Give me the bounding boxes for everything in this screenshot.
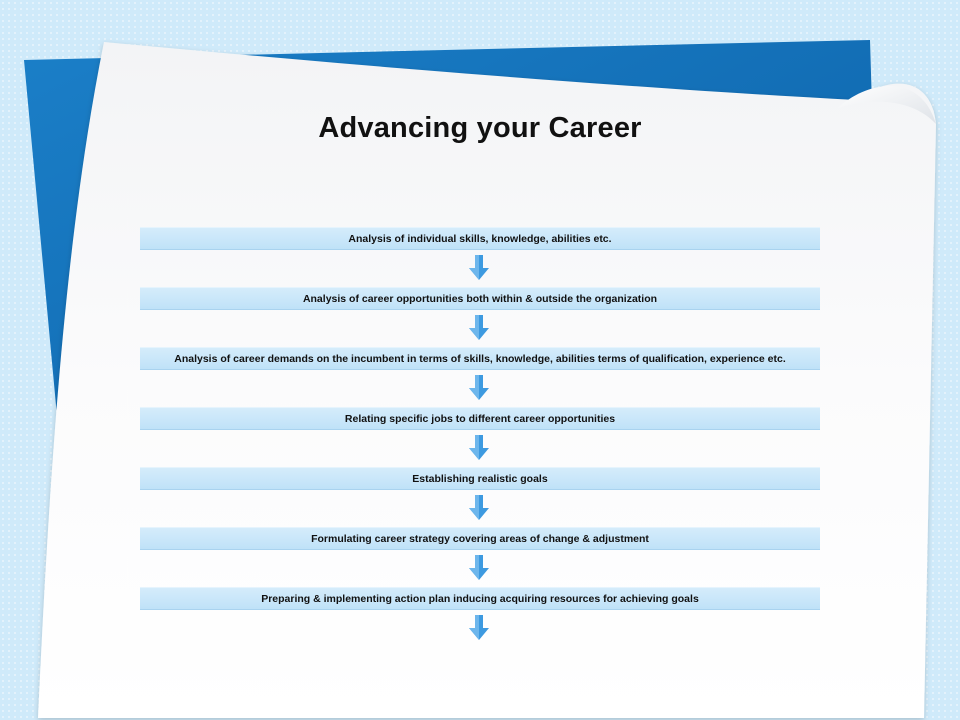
step-3: Analysis of career demands on the incumbent in terms of skills, knowledge, abilities terms of qualification, experience etc. (140, 347, 820, 370)
step-6: Formulating career strategy covering areas of change & adjustment (140, 527, 820, 550)
arrow-down-icon (468, 495, 490, 521)
step-1: Analysis of individual skills, knowledge, abilities etc. (140, 227, 820, 250)
step-4: Relating specific jobs to different career opportunities (140, 407, 820, 430)
arrow-down-icon (468, 555, 490, 581)
step-5: Establishing realistic goals (140, 467, 820, 490)
arrow-down-icon (468, 615, 490, 641)
arrow-down-icon (468, 315, 490, 341)
arrow-down-icon (468, 255, 490, 281)
arrow-down-icon (468, 435, 490, 461)
arrow-down-icon (468, 375, 490, 401)
step-7: Preparing & implementing action plan inducing acquiring resources for achieving goals (140, 587, 820, 610)
slide-title: Advancing your Career (318, 112, 642, 144)
step-2: Analysis of career opportunities both within & outside the organization (140, 287, 820, 310)
